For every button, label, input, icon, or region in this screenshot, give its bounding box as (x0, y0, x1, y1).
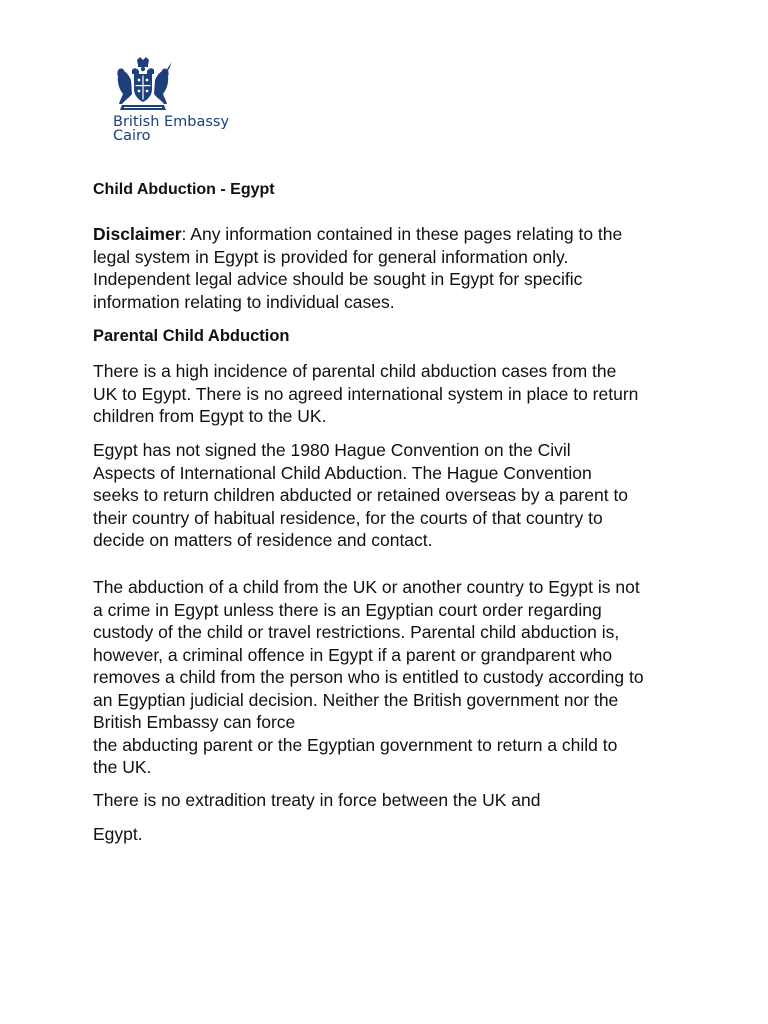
paragraph-line: the abducting parent or the Egyptian government to return a child to (93, 734, 618, 755)
royal-coat-of-arms-icon (110, 56, 176, 112)
paragraph-line: children from Egypt to the UK. (93, 406, 327, 426)
paragraph-incidence (93, 360, 673, 428)
paragraph-line: seeks to return children abducted or retained overseas by a parent to (93, 485, 629, 505)
paragraph-line: the UK. (93, 757, 152, 777)
paragraph-line: British Embassy can force (93, 712, 296, 732)
paragraph-line: Aspects of International Child Abduction. The Hague Convention (93, 462, 592, 483)
paragraph-line: decide on matters of residence and contact. (93, 530, 433, 550)
disclaimer-line: Independent legal advice should be sought in Egypt for specific (93, 269, 583, 289)
paragraph-line: however, a criminal offence in Egypt if a parent or grandparent who (93, 644, 613, 665)
section-heading: Parental Child Abduction (93, 327, 290, 345)
disclaimer-line: information relating to individual cases. (93, 291, 395, 312)
disclaimer-paragraph (93, 223, 673, 313)
paragraph-line: Egypt has not signed the 1980 Hague Convention on the Civil (93, 440, 571, 460)
document-title: Child Abduction - Egypt (93, 181, 275, 198)
logo-text-city: Cairo (113, 128, 151, 144)
paragraph-line: The abduction of a child from the UK or another country to Egypt is not (93, 577, 640, 597)
paragraph-extradition: There is no extradition treaty in force between the UK and (93, 790, 541, 810)
paragraph-hague-convention (93, 439, 673, 552)
logo-text-embassy: British Embassy (113, 114, 230, 130)
paragraph-line: a crime in Egypt unless there is an Egyptian court order regarding (93, 599, 602, 620)
disclaimer-label: Disclaimer (93, 224, 182, 244)
paragraph-line: removes a child from the person who is entitled to custody according to (93, 667, 644, 687)
disclaimer-line: legal system in Egypt is provided for general information only. (93, 246, 569, 267)
paragraph-criminal-law (93, 576, 673, 779)
paragraph-extradition-end: Egypt. (93, 824, 143, 844)
paragraph-line: an Egyptian judicial decision. Neither the British government nor the (93, 689, 619, 710)
paragraph-line: their country of habitual residence, for the courts of that country to (93, 507, 603, 528)
paragraph-line: UK to Egypt. There is no agreed international system in place to return (93, 383, 639, 404)
disclaimer-line: : Any information contained in these pages relating to the (181, 224, 623, 244)
british-embassy-logo (108, 56, 248, 148)
paragraph-line: custody of the child or travel restrictions. Parental child abduction is, (93, 622, 620, 642)
paragraph-line: There is a high incidence of parental child abduction cases from the (93, 361, 617, 381)
